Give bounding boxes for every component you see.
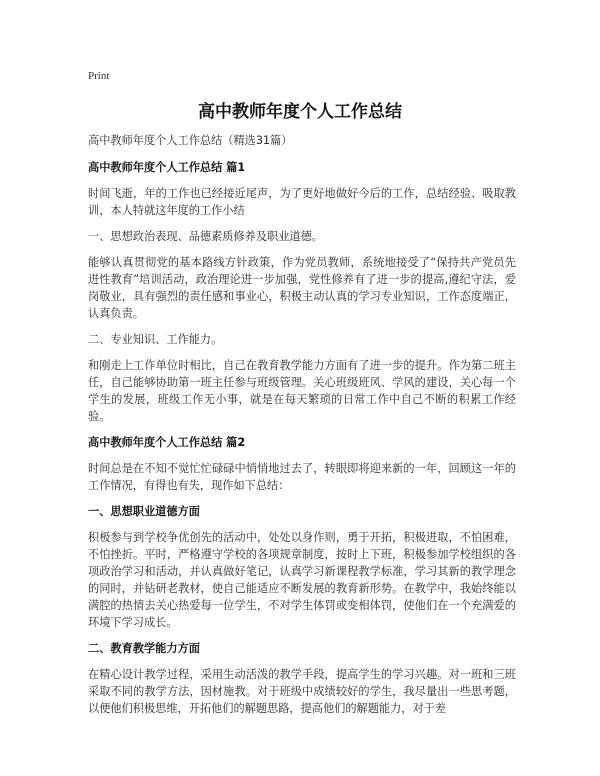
- subheading: 二、专业知识、工作能力。: [88, 333, 223, 346]
- subheading: 一、思想政治表现、品德素质修养及职业道德。: [88, 230, 323, 243]
- document-body: [88, 132, 516, 726]
- subheading: 二、教育教学能力方面: [88, 642, 200, 655]
- subheading: 一、思想职业道德方面: [88, 505, 200, 518]
- paragraph: 时间总是在不知不觉忙忙碌碌中悄悄地过去了，转眼即将迎来新的一年，回顾这一年的工作情况，有得也有失，现作如下总结：: [88, 462, 516, 492]
- print-label[interactable]: Print: [88, 70, 110, 82]
- paragraph: 和刚走上工作单位时相比，自己在教育教学能力方面有了进一步的提升。作为第二班主任，自己能够协助第一班主任参与班级管理。关心班级班风、学风的建设，关心每一个学生的发展，班级工作无小事，就是在每天繁琐的日常工作中自己不断的积累工作经验。: [88, 359, 516, 423]
- document-title: 高中教师年度个人工作总结: [198, 102, 402, 122]
- paragraph: 积极参与到学校争优创先的活动中，处处以身作则，勇于开拓，积极进取，不怕困难，不怕挫折。平时，严格遵守学校的各项规章制度，按时上下班，积极参加学校组织的各项政治学习和活动，并认真做好笔记，认真学习新课程教学标准，学习其新的教学理念的同时，并钻研老教材，使自己能适应不断发展的教育新形势。在教学中，我始终能以满腔的热情去关心热爱每一位学生，不对学生体罚或变相体罚，使他们在一个充满爱的环境下学习成长。: [88, 531, 516, 629]
- paragraph: 在精心设计教学过程，采用生动活泼的教学手段，提高学生的学习兴趣。对一班和三班采取不同的教学方法，因材施教。对于班级中成绩较好的学生，我尽量出一些思考题，以便他们积极思维，开拓他们的解题思路，提高他们的解题能力，对于差: [88, 668, 516, 715]
- section-heading-1: 高中教师年度个人工作总结 篇1: [88, 161, 246, 174]
- paragraph: 能够认真贯彻党的基本路线方针政策，作为党员教师，系统地接受了“保持共产党员先进性教育”培训活动，政治理论进一步加强，党性修养有了进一步的提高,遵纪守法，爱岗敬业，具有强烈的责任感和事业心，积极主动认真的学习专业知识，工作态度端正，认真负责。: [88, 256, 516, 320]
- document-subtitle: 高中教师年度个人工作总结（精选31篇）: [88, 134, 293, 147]
- paragraph: 时间飞逝，年的工作也已经接近尾声，为了更好地做好今后的工作，总结经验、吸取教训，本人特就这年度的工作小结: [88, 187, 516, 217]
- section-heading-2: 高中教师年度个人工作总结 篇2: [88, 436, 246, 449]
